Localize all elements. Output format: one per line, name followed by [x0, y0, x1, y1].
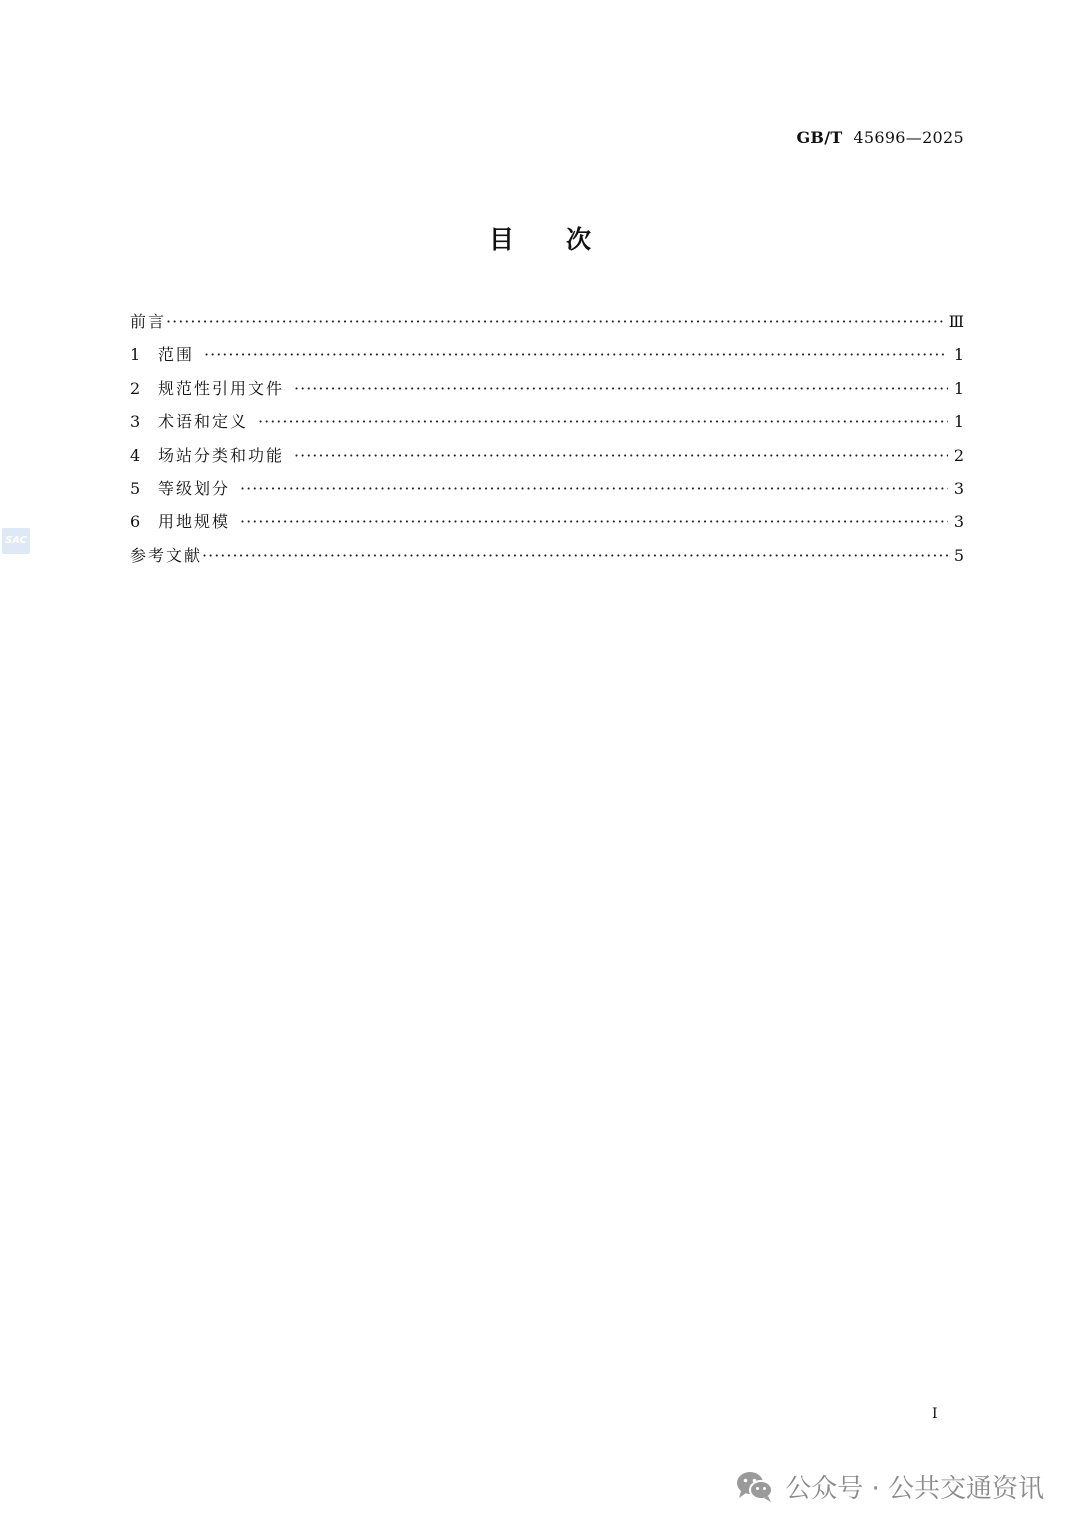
toc-entry-scope[interactable] — [130, 343, 964, 376]
standard-prefix: GB/T — [796, 128, 843, 147]
toc-entry-classification[interactable] — [130, 444, 964, 477]
toc-entry-page: 2 — [953, 445, 964, 465]
toc-entry-number: 2 — [130, 378, 141, 398]
toc-entry-page: 5 — [953, 545, 964, 565]
watermark-text: 公众号 · 公共交通资讯 — [785, 1474, 1044, 1504]
toc-entry-title: 等级划分 — [158, 478, 231, 498]
toc-leader-dots — [294, 444, 948, 468]
table-of-contents — [130, 310, 964, 577]
toc-entry-page: Ⅲ — [948, 312, 964, 331]
toc-entry-page: 3 — [953, 478, 964, 498]
toc-entry-grading[interactable] — [130, 477, 964, 510]
toc-entry-page: 1 — [953, 412, 964, 432]
toc-leader-dots — [166, 310, 943, 334]
toc-leader-dots — [240, 510, 948, 534]
toc-entry-page: 1 — [953, 345, 964, 365]
toc-entry-page: 1 — [953, 378, 964, 398]
page-number: Ⅰ — [932, 1406, 938, 1422]
toc-entry-number: 3 — [130, 412, 141, 432]
standard-code — [796, 128, 964, 147]
toc-entry-number: 1 — [130, 345, 141, 365]
toc-entry-number: 5 — [130, 478, 141, 498]
page-title: 目次 — [488, 225, 643, 254]
toc-entry-bibliography[interactable] — [130, 544, 964, 577]
standard-number: 45696—2025 — [853, 128, 964, 147]
toc-leader-dots — [294, 377, 948, 401]
toc-entry-foreword[interactable] — [130, 310, 964, 343]
toc-leader-dots — [202, 544, 948, 568]
toc-leader-dots — [258, 410, 948, 434]
toc-leader-dots — [204, 343, 948, 367]
watermark — [735, 1468, 1044, 1505]
toc-entry-title: 参考文献 — [130, 545, 203, 565]
toc-entry-title: 用地规模 — [158, 512, 231, 532]
toc-entry-number: 4 — [130, 445, 141, 465]
toc-entry-title: 范围 — [158, 345, 195, 365]
toc-entry-land-scale[interactable] — [130, 510, 964, 543]
toc-entry-title: 规范性引用文件 — [158, 378, 285, 398]
toc-entry-number: 6 — [130, 512, 141, 532]
toc-entry-terms-definitions[interactable] — [130, 410, 964, 443]
toc-entry-title: 术语和定义 — [158, 412, 249, 432]
toc-entry-page: 3 — [953, 512, 964, 532]
toc-entry-title: 前言 — [130, 312, 167, 331]
toc-entry-title: 场站分类和功能 — [158, 445, 285, 465]
wechat-icon — [735, 1470, 775, 1504]
toc-leader-dots — [240, 477, 948, 501]
sac-logo: SAC — [2, 528, 30, 554]
toc-entry-normative-references[interactable] — [130, 377, 964, 410]
